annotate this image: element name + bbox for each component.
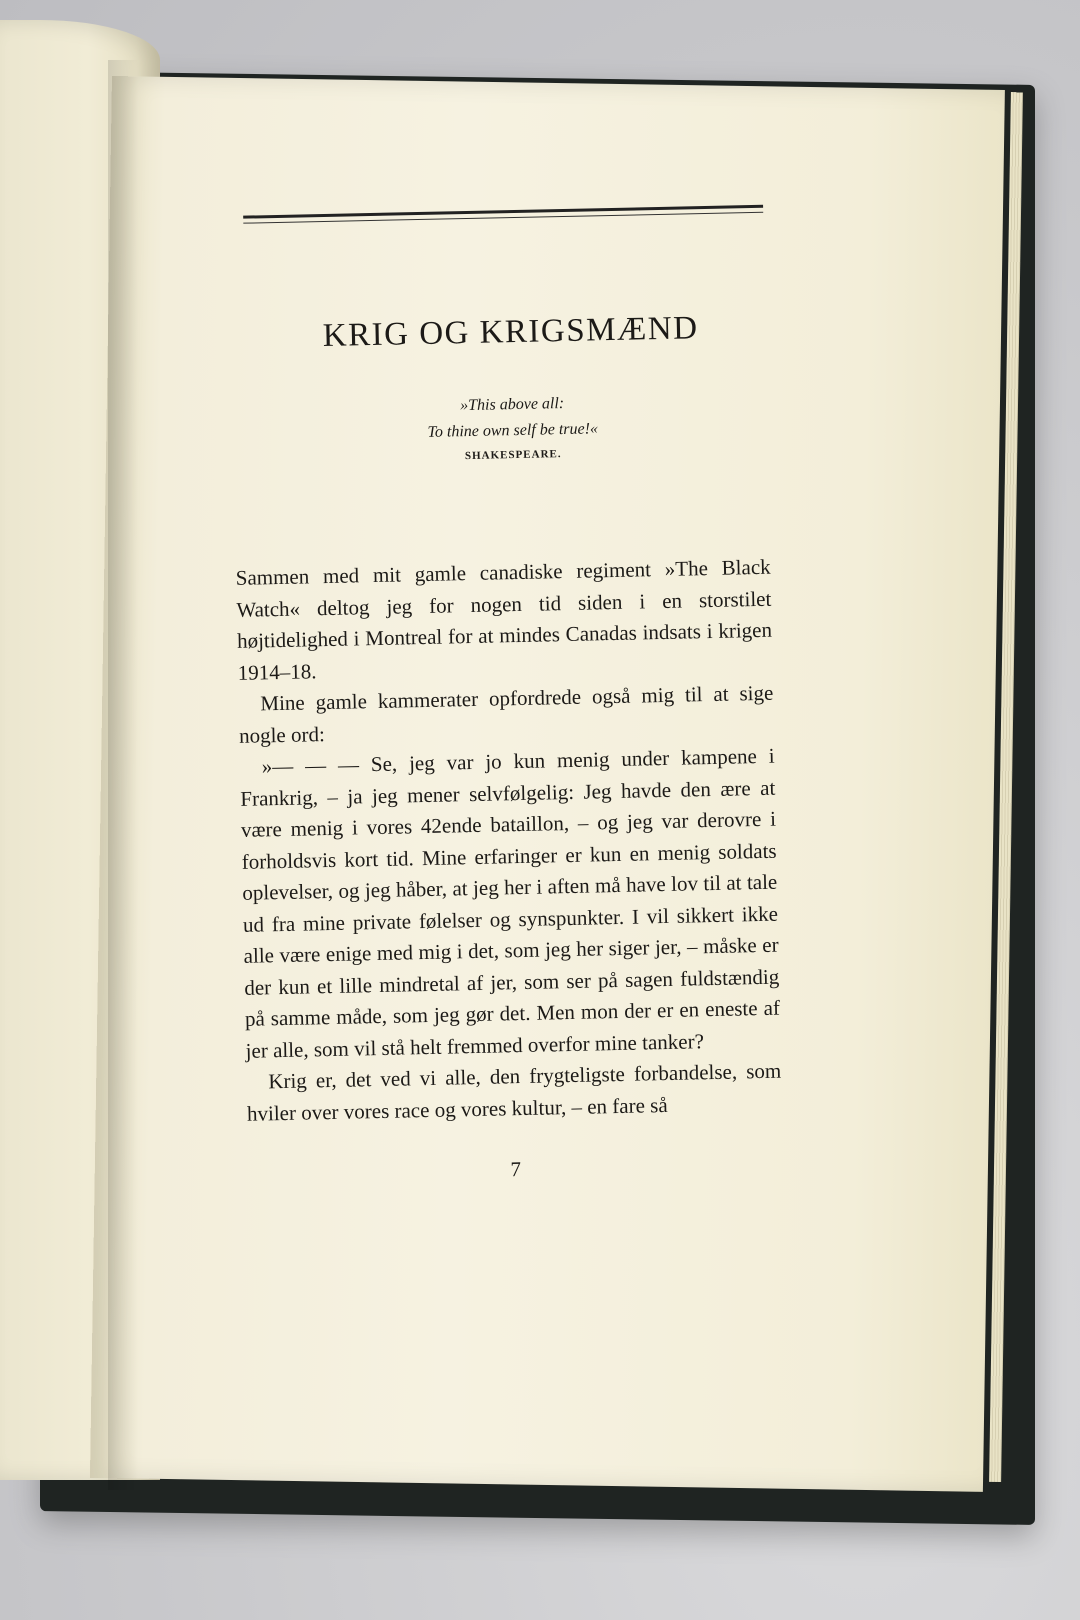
paragraph-3: »— — — Se, jeg var jo kun menig under kampene i Frankrig, – ja jeg mener selvfølgelig: Jeg havde den ære at være menig i vores 42ende bataillon, – og jeg var derovre i forholdsvis kort tid. Mine erfaringer er kun en menig soldats oplevelser, og jeg håber, at jeg her i aften må have lov til at tale ud fra mine private følelser og synspunkter. I vil sikkert ikke alle være enige med mig i det, som jeg her siger jer, – måske er der kun et lille mindretal af jer, som ser på sagen fuldstændig på samme måde, som jeg gør det. Men mon der er en eneste af jer alle, som vil stå helt fremmed overfor mine tanker? [240, 743, 781, 1063]
gutter-shadow [108, 60, 138, 1490]
page-number: 7 [510, 1157, 522, 1182]
page-content [228, 196, 809, 1228]
chapter-title: KRIG OG KRIGSMÆND [322, 310, 699, 355]
epigraph-attribution: SHAKESPEARE. [464, 448, 562, 463]
paragraph-4: Krig er, det ved vi alle, den frygteligste forbandelse, som hviler over vores race og vores kultur, – en fare så [246, 1058, 782, 1126]
epigraph-line-1: »This above all: [460, 395, 565, 415]
paragraph-1: Sammen med mit gamle canadiske regiment »The Black Watch« deltog jeg for nogen tid siden i en storstilet højtidelighed i Montreal for at mindes Canadas indsats i krigen 1914–18. [235, 554, 773, 685]
paragraph-2: Mine gamle kammerater opfordrede også mig til at sige nogle ord: [238, 680, 774, 748]
header-rule [243, 205, 763, 224]
epigraph-line-2: To thine own self be true!« [427, 420, 599, 441]
body-text [235, 552, 782, 1130]
epigraph [232, 386, 793, 472]
